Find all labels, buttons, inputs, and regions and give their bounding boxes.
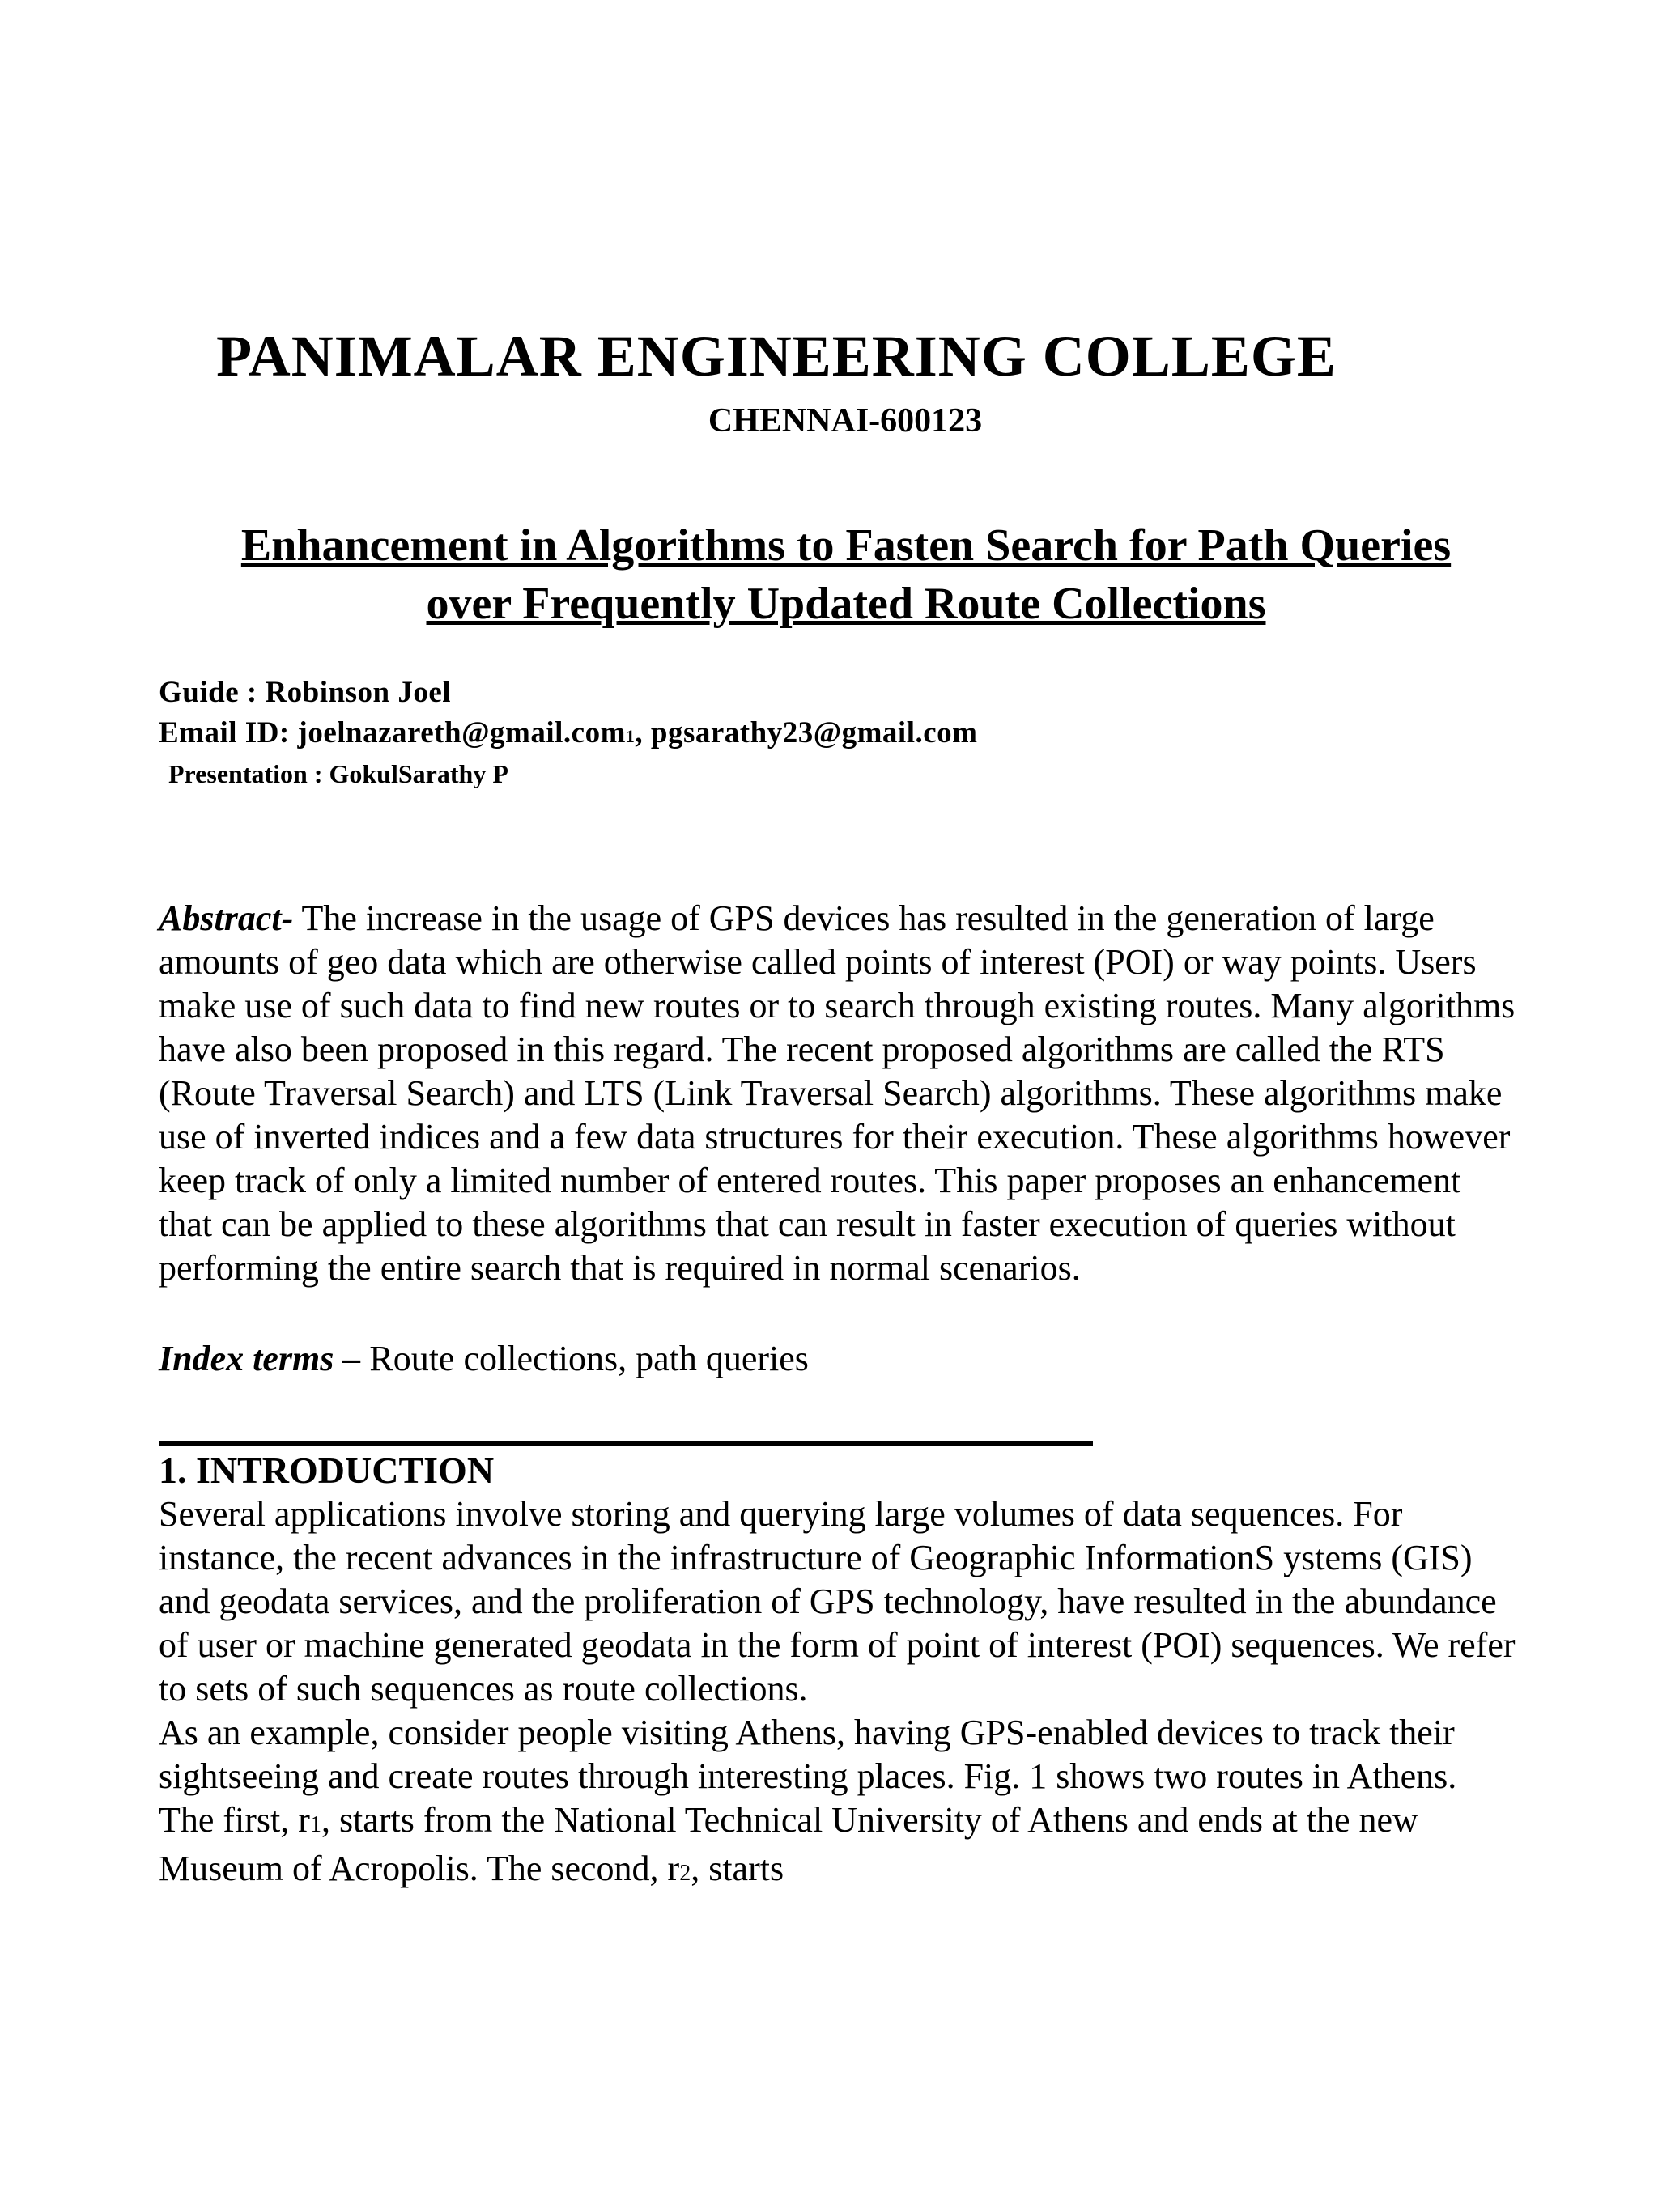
index-terms (159, 1337, 1519, 1381)
intro-p2-subscript-1: 1 (309, 1812, 321, 1837)
college-name: PANIMALAR ENGINEERING COLLEGE (216, 324, 1337, 388)
section-divider (159, 1441, 1093, 1446)
index-terms-text: Route collections, path queries (360, 1339, 809, 1378)
email-subscript: 1 (625, 726, 636, 746)
index-terms-label: Index terms – (159, 1339, 361, 1378)
guide-line: Guide : Robinson Joel (159, 676, 452, 709)
intro-p2-subscript-2: 2 (679, 1861, 691, 1886)
introduction-paragraph-1: Several applications involve storing and querying large volumes of data sequences. For instance, the recent advances in the infrastructure of Geographic InformationS ystems (GIS) and geodata services, and the proliferation of GPS technology, have resulted in the abundance of user or machine generated geodata in the form of point of interest (POI) sequences. We refer to sets of such sequences as route collections. (159, 1494, 1516, 1709)
introduction-heading: 1. INTRODUCTION (159, 1450, 495, 1491)
abstract-text: The increase in the usage of GPS devices has resulted in the generation of large amounts of geo data which are otherwise called points of interest (POI) or way points. Users make use of such data to find new routes or to search through existing routes. Many algorithms have also been proposed in this regard. The recent proposed algorithms are called the RTS (Route Traversal Search) and LTS (Link Traversal Search) algorithms. These algorithms make use of inverted indices and a few data structures for their execution. These algorithms however keep track of only a limited number of entered routes. This paper proposes an enhancement that can be applied to these algorithms that can result in faster execution of queries without performing the entire search that is required in normal scenarios. (159, 898, 1516, 1288)
introduction-paragraph-2 (159, 1711, 1519, 1896)
intro-p2-part-a: As an example, consider people visiting Athens, having GPS-enabled devices to track their sightseeing and create routes through interesting places. Fig. 1 shows two routes in Athens. The first, r (159, 1713, 1457, 1840)
intro-p2-part-c: , starts (691, 1849, 784, 1888)
introduction-body (159, 1492, 1519, 1896)
paper-title-line-2: over Frequently Updated Route Collections (426, 579, 1266, 629)
paper-title (162, 516, 1530, 633)
paper-title-line-1: Enhancement in Algorithms to Fasten Search for Path Queries (240, 520, 1452, 571)
abstract-label: Abstract- (159, 898, 294, 938)
abstract-paragraph (159, 897, 1519, 1290)
email-line (159, 714, 1535, 756)
college-city: CHENNAI-600123 (708, 402, 983, 439)
intro-p2-part-b: , starts from the National Technical University of Athens and ends at the new Museum of Acropolis. The second, r (159, 1800, 1418, 1888)
email-prefix: Email ID: joelnazareth@gmail.com (159, 716, 626, 749)
presentation-line: Presentation : GokulSarathy P (168, 759, 508, 788)
email-suffix: , pgsarathy23@gmail.com (635, 716, 978, 749)
